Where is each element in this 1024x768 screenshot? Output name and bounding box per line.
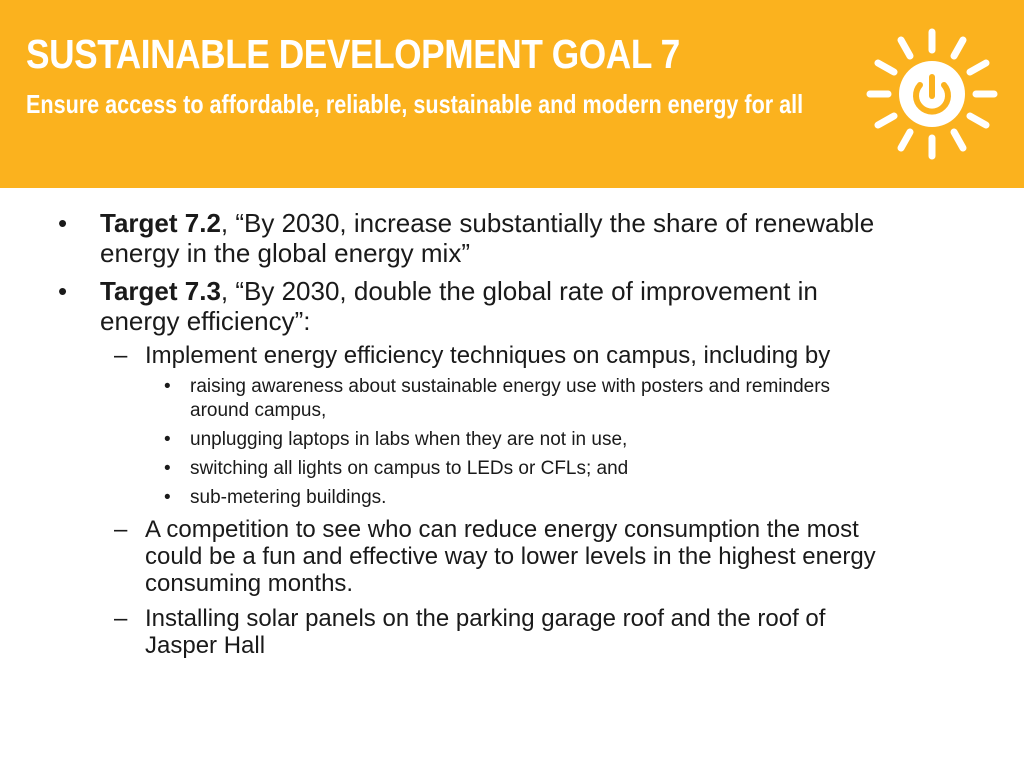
target-72-line2: energy in the global energy mix” xyxy=(100,238,470,268)
solar-line1: Installing solar panels on the parking garage roof and the roof of xyxy=(145,605,826,632)
implement-line1: Implement energy efficiency techniques on campus, including by xyxy=(145,342,831,369)
competition-line3: consuming months. xyxy=(145,570,354,597)
competition-line2: could be a fun and effective way to lower levels in the highest energy xyxy=(145,543,876,570)
target-73-label: Target 7.3 xyxy=(100,276,221,306)
sub-bullet-marker: • xyxy=(164,458,171,479)
goal-subtitle: Ensure access to affordable, reliable, sustainable and modern energy for all xyxy=(26,89,804,119)
awareness-line1: raising awareness about sustainable energy use with posters and reminders xyxy=(190,376,831,397)
bullet-marker: • xyxy=(58,276,68,306)
competition-line1: A competition to see who can reduce energy consumption the most xyxy=(145,516,859,543)
dash-marker: – xyxy=(114,342,128,369)
awareness-line2: around campus, xyxy=(190,400,327,421)
target-73-line2: energy efficiency”: xyxy=(100,306,311,336)
dash-marker: – xyxy=(114,605,128,632)
goal-title: SUSTAINABLE DEVELOPMENT GOAL 7 xyxy=(26,31,680,77)
solar-line2: Jasper Hall xyxy=(145,632,266,659)
target-73-line1 xyxy=(100,276,818,306)
target-73-text: , “By 2030, double the global rate of improvement in xyxy=(220,276,818,306)
dash-marker: – xyxy=(114,516,128,543)
target-72-label: Target 7.2 xyxy=(100,208,221,238)
target-72-text: , “By 2030, increase substantially the share of renewable xyxy=(220,208,875,238)
sub-bullet-marker: • xyxy=(164,487,171,508)
sub-bullet-marker: • xyxy=(164,429,171,450)
target-72-line1 xyxy=(100,208,874,238)
sub-bullet-marker: • xyxy=(164,376,171,397)
lights-line: switching all lights on campus to LEDs or CFLs; and xyxy=(190,458,629,479)
metering-line: sub-metering buildings. xyxy=(190,487,387,508)
unplugging-line: unplugging laptops in labs when they are not in use, xyxy=(190,429,628,450)
bullet-marker: • xyxy=(58,208,68,238)
